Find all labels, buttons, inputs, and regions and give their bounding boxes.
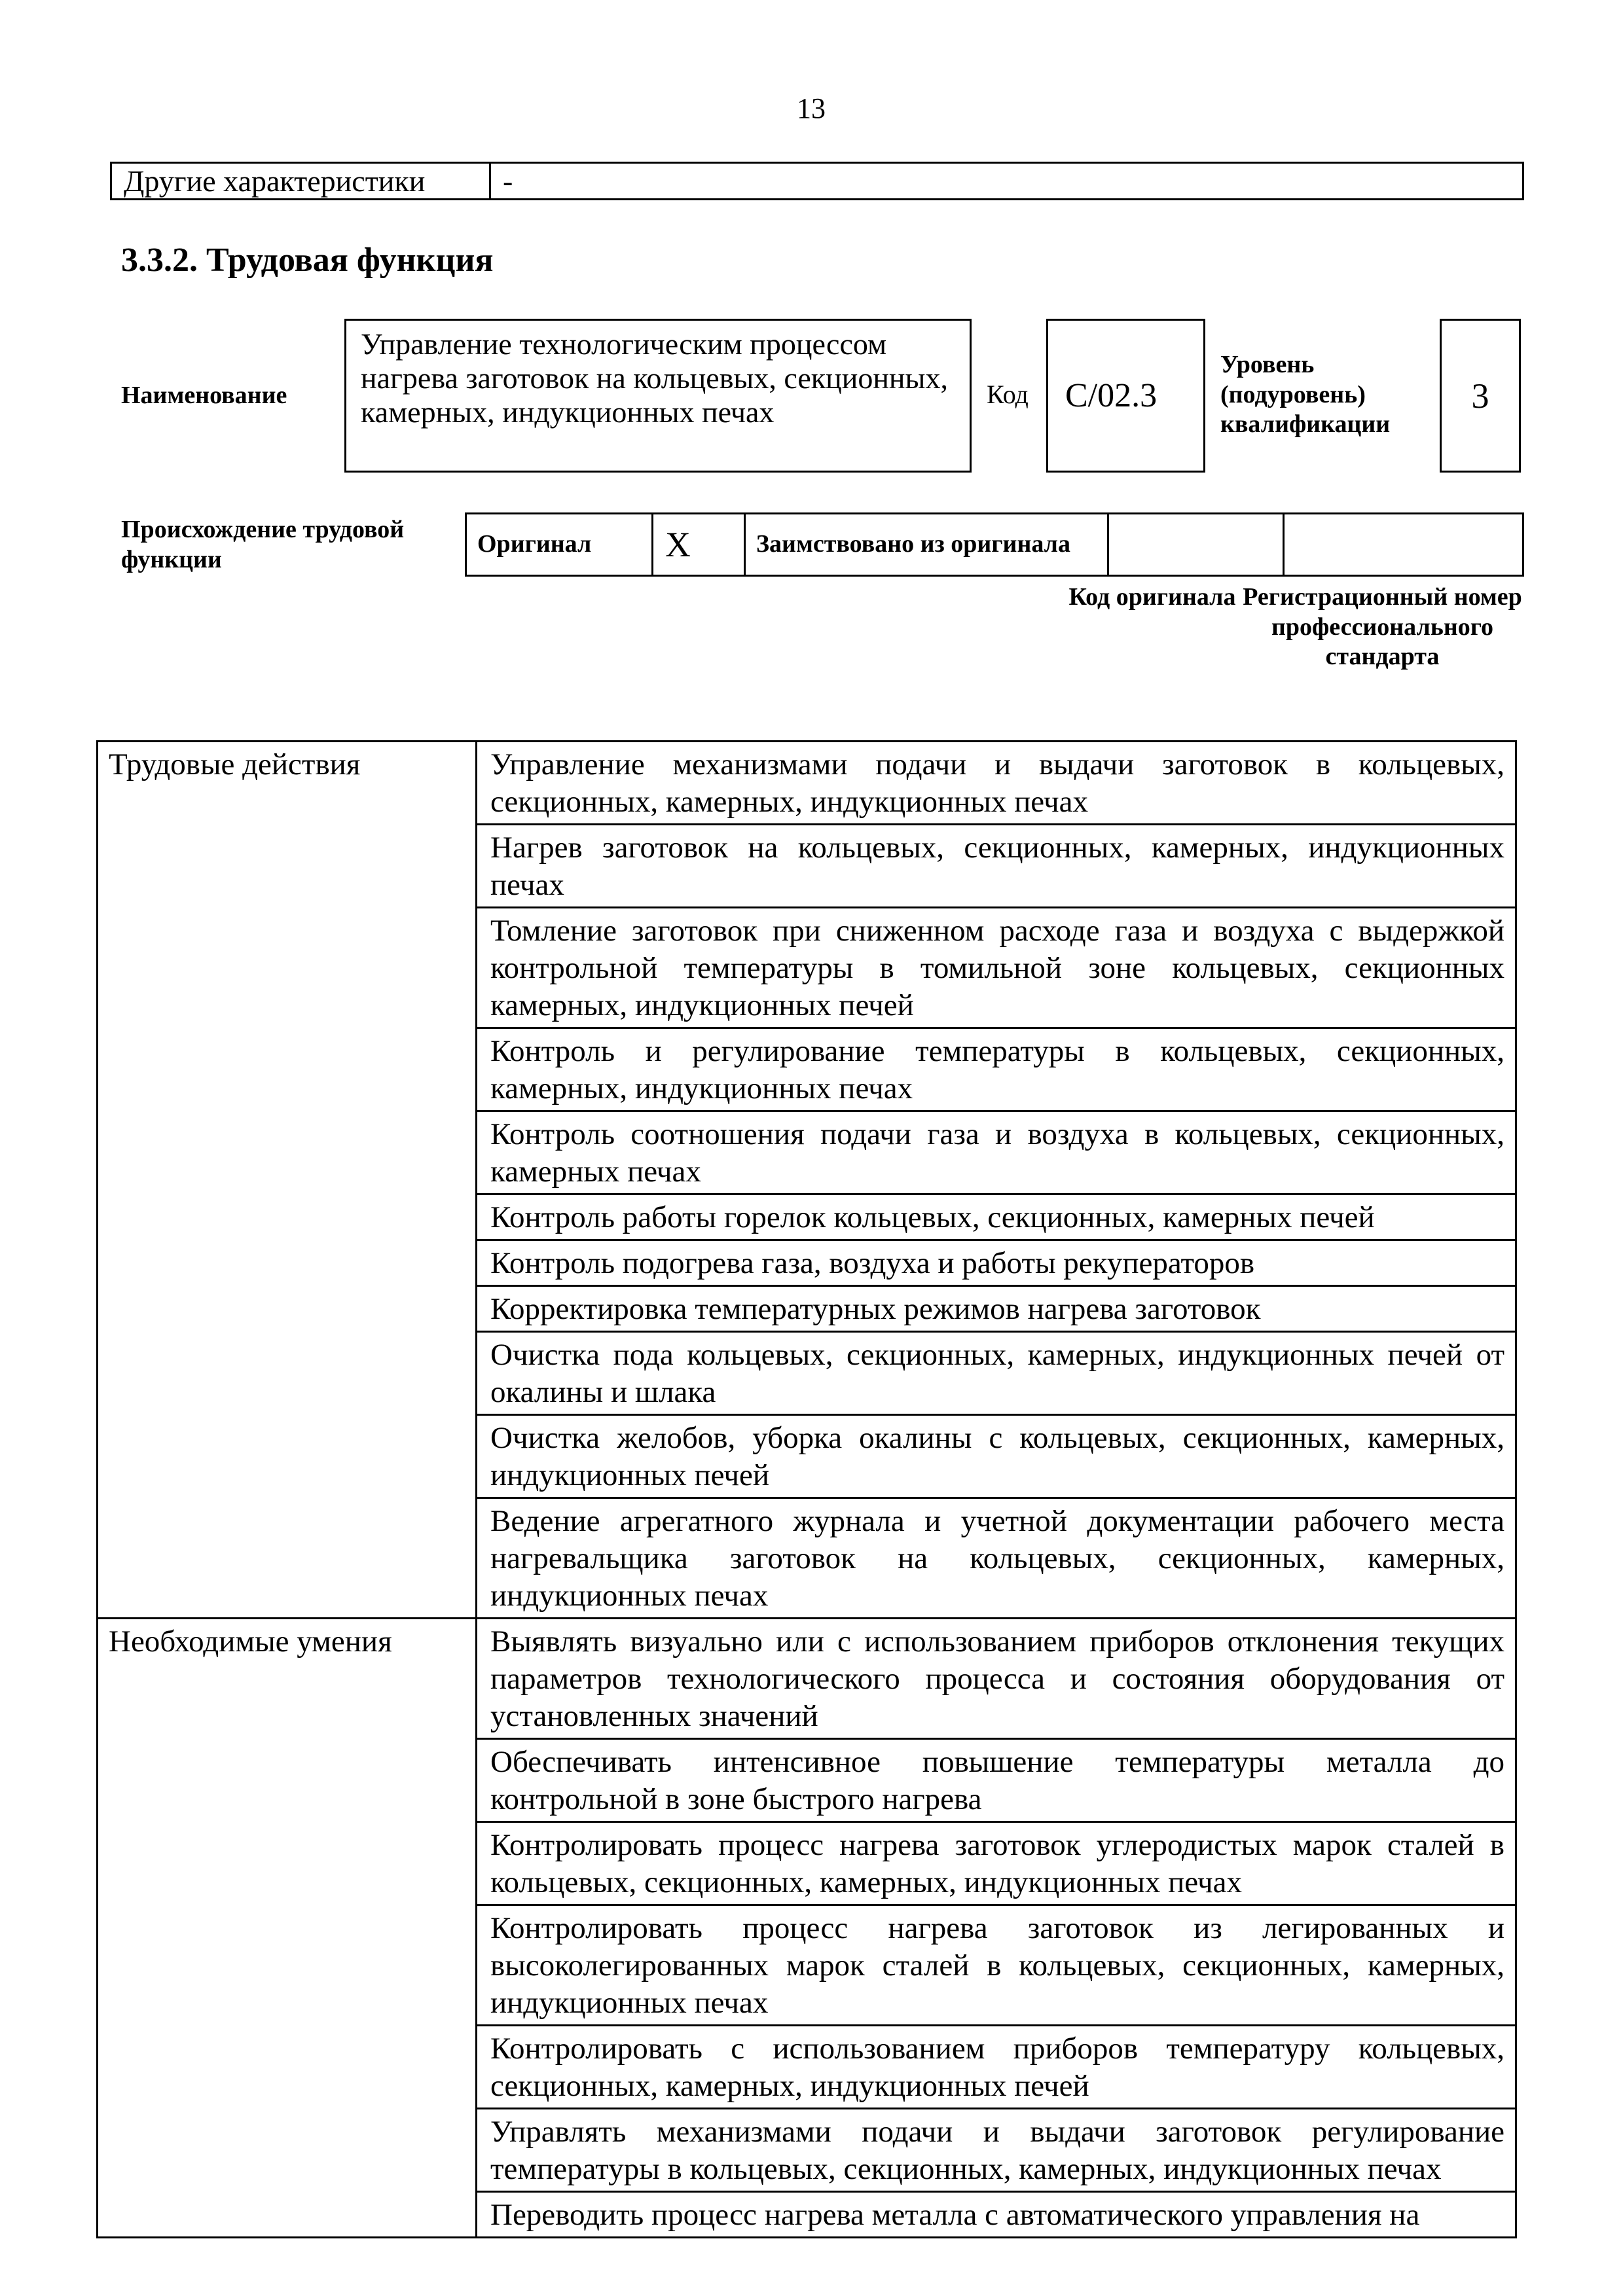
labor-action-row-text: Контроль подогрева газа, воздуха и работы рекуператоров xyxy=(477,1240,1516,1286)
labor-action-row-text: Нагрев заготовок на кольцевых, секционных, камерных, индукционных печах xyxy=(477,825,1516,908)
labor-action-row-text: Управление механизмами подачи и выдачи заготовок в кольцевых, секционных, камерных, индукционных печах xyxy=(477,742,1516,825)
name-label: Наименование xyxy=(121,382,287,409)
labor-action-row-text: Контроль работы горелок кольцевых, секционных, камерных печей xyxy=(477,1194,1516,1240)
code-label: Код xyxy=(987,380,1029,409)
original-code-caption: Код оригинала xyxy=(1068,583,1236,611)
required-skill-row xyxy=(98,1619,1516,1739)
origin-label: Происхождение трудовой функции xyxy=(121,516,405,573)
required-skill-row-text: Выявлять визуально или с использованием приборов отклонения текущих параметров технологического процесса и состояния оборудования от установленных значений xyxy=(477,1619,1516,1739)
labor-action-row-text: Контроль соотношения подачи газа и воздуха в кольцевых, секционных, камерных печах xyxy=(477,1111,1516,1194)
required-skill-row-text: Переводить процесс нагрева металла с автоматического управления на xyxy=(477,2192,1516,2238)
section-title: 3.3.2. Трудовая функция xyxy=(121,242,494,279)
origin-table xyxy=(465,512,1524,577)
code-value: C/02.3 xyxy=(1046,319,1205,473)
function-name-value: Управление технологическим процессом нагрева заготовок на кольцевых, секционных, камерных, индукционных печах xyxy=(344,319,972,473)
required-skill-row-text: Обеспечивать интенсивное повышение температуры металла до контрольной в зоне быстрого нагрева xyxy=(477,1739,1516,1822)
required-skill-row-text: Контролировать процесс нагрева заготовок из легированных и высоколегированных марок сталей в кольцевых, секционных, камерных, индукционных печах xyxy=(477,1905,1516,2026)
registration-number-caption: Регистрационный номер профессионального стандарта xyxy=(1243,583,1522,671)
other-characteristics-label: Другие характеристики xyxy=(111,163,490,200)
borrowed-label: Заимствовано из оригинала xyxy=(745,514,1108,576)
labor-action-row-text: Корректировка температурных режимов нагрева заготовок xyxy=(477,1286,1516,1332)
registration-number-cell xyxy=(1284,514,1523,576)
original-mark: X xyxy=(653,514,745,576)
required-skill-row-text: Контролировать с использованием приборов температуру кольцевых, секционных, камерных, индукционных печей xyxy=(477,2026,1516,2109)
required-skills-label: Необходимые умения xyxy=(98,1619,477,2238)
required-skill-row-text: Контролировать процесс нагрева заготовок углеродистых марок сталей в кольцевых, секционных, камерных, индукционных печах xyxy=(477,1822,1516,1905)
labor-action-row xyxy=(98,742,1516,825)
labor-function-table xyxy=(96,740,1517,2238)
labor-action-row-text: Ведение агрегатного журнала и учетной документации рабочего места нагревальщика заготовок на кольцевых, секционных, камерных, индукционных печах xyxy=(477,1498,1516,1619)
labor-action-row-text: Очистка пода кольцевых, секционных, камерных, индукционных печей от окалины и шлака xyxy=(477,1332,1516,1415)
qualification-level-label: Уровень (подуровень) квалификации xyxy=(1220,351,1391,439)
qualification-level-value: 3 xyxy=(1440,319,1521,473)
original-label: Оригинал xyxy=(466,514,653,576)
labor-action-row-text: Очистка желобов, уборка окалины с кольцевых, секционных, камерных, индукционных печей xyxy=(477,1415,1516,1498)
original-code-cell xyxy=(1108,514,1284,576)
page-number: 13 xyxy=(797,92,826,124)
labor-action-row-text: Контроль и регулирование температуры в кольцевых, секционных, камерных, индукционных печах xyxy=(477,1028,1516,1111)
required-skill-row-text: Управлять механизмами подачи и выдачи заготовок регулирование температуры в кольцевых, секционных, камерных, индукционных печах xyxy=(477,2109,1516,2192)
labor-actions-label: Трудовые действия xyxy=(98,742,477,1619)
labor-action-row-text: Томление заготовок при сниженном расходе газа и воздуха с выдержкой контрольной температуры в томильной зоне кольцевых, секционных камерных, индукционных печей xyxy=(477,908,1516,1028)
other-characteristics-value: - xyxy=(490,163,1523,200)
other-characteristics-table xyxy=(110,162,1524,200)
